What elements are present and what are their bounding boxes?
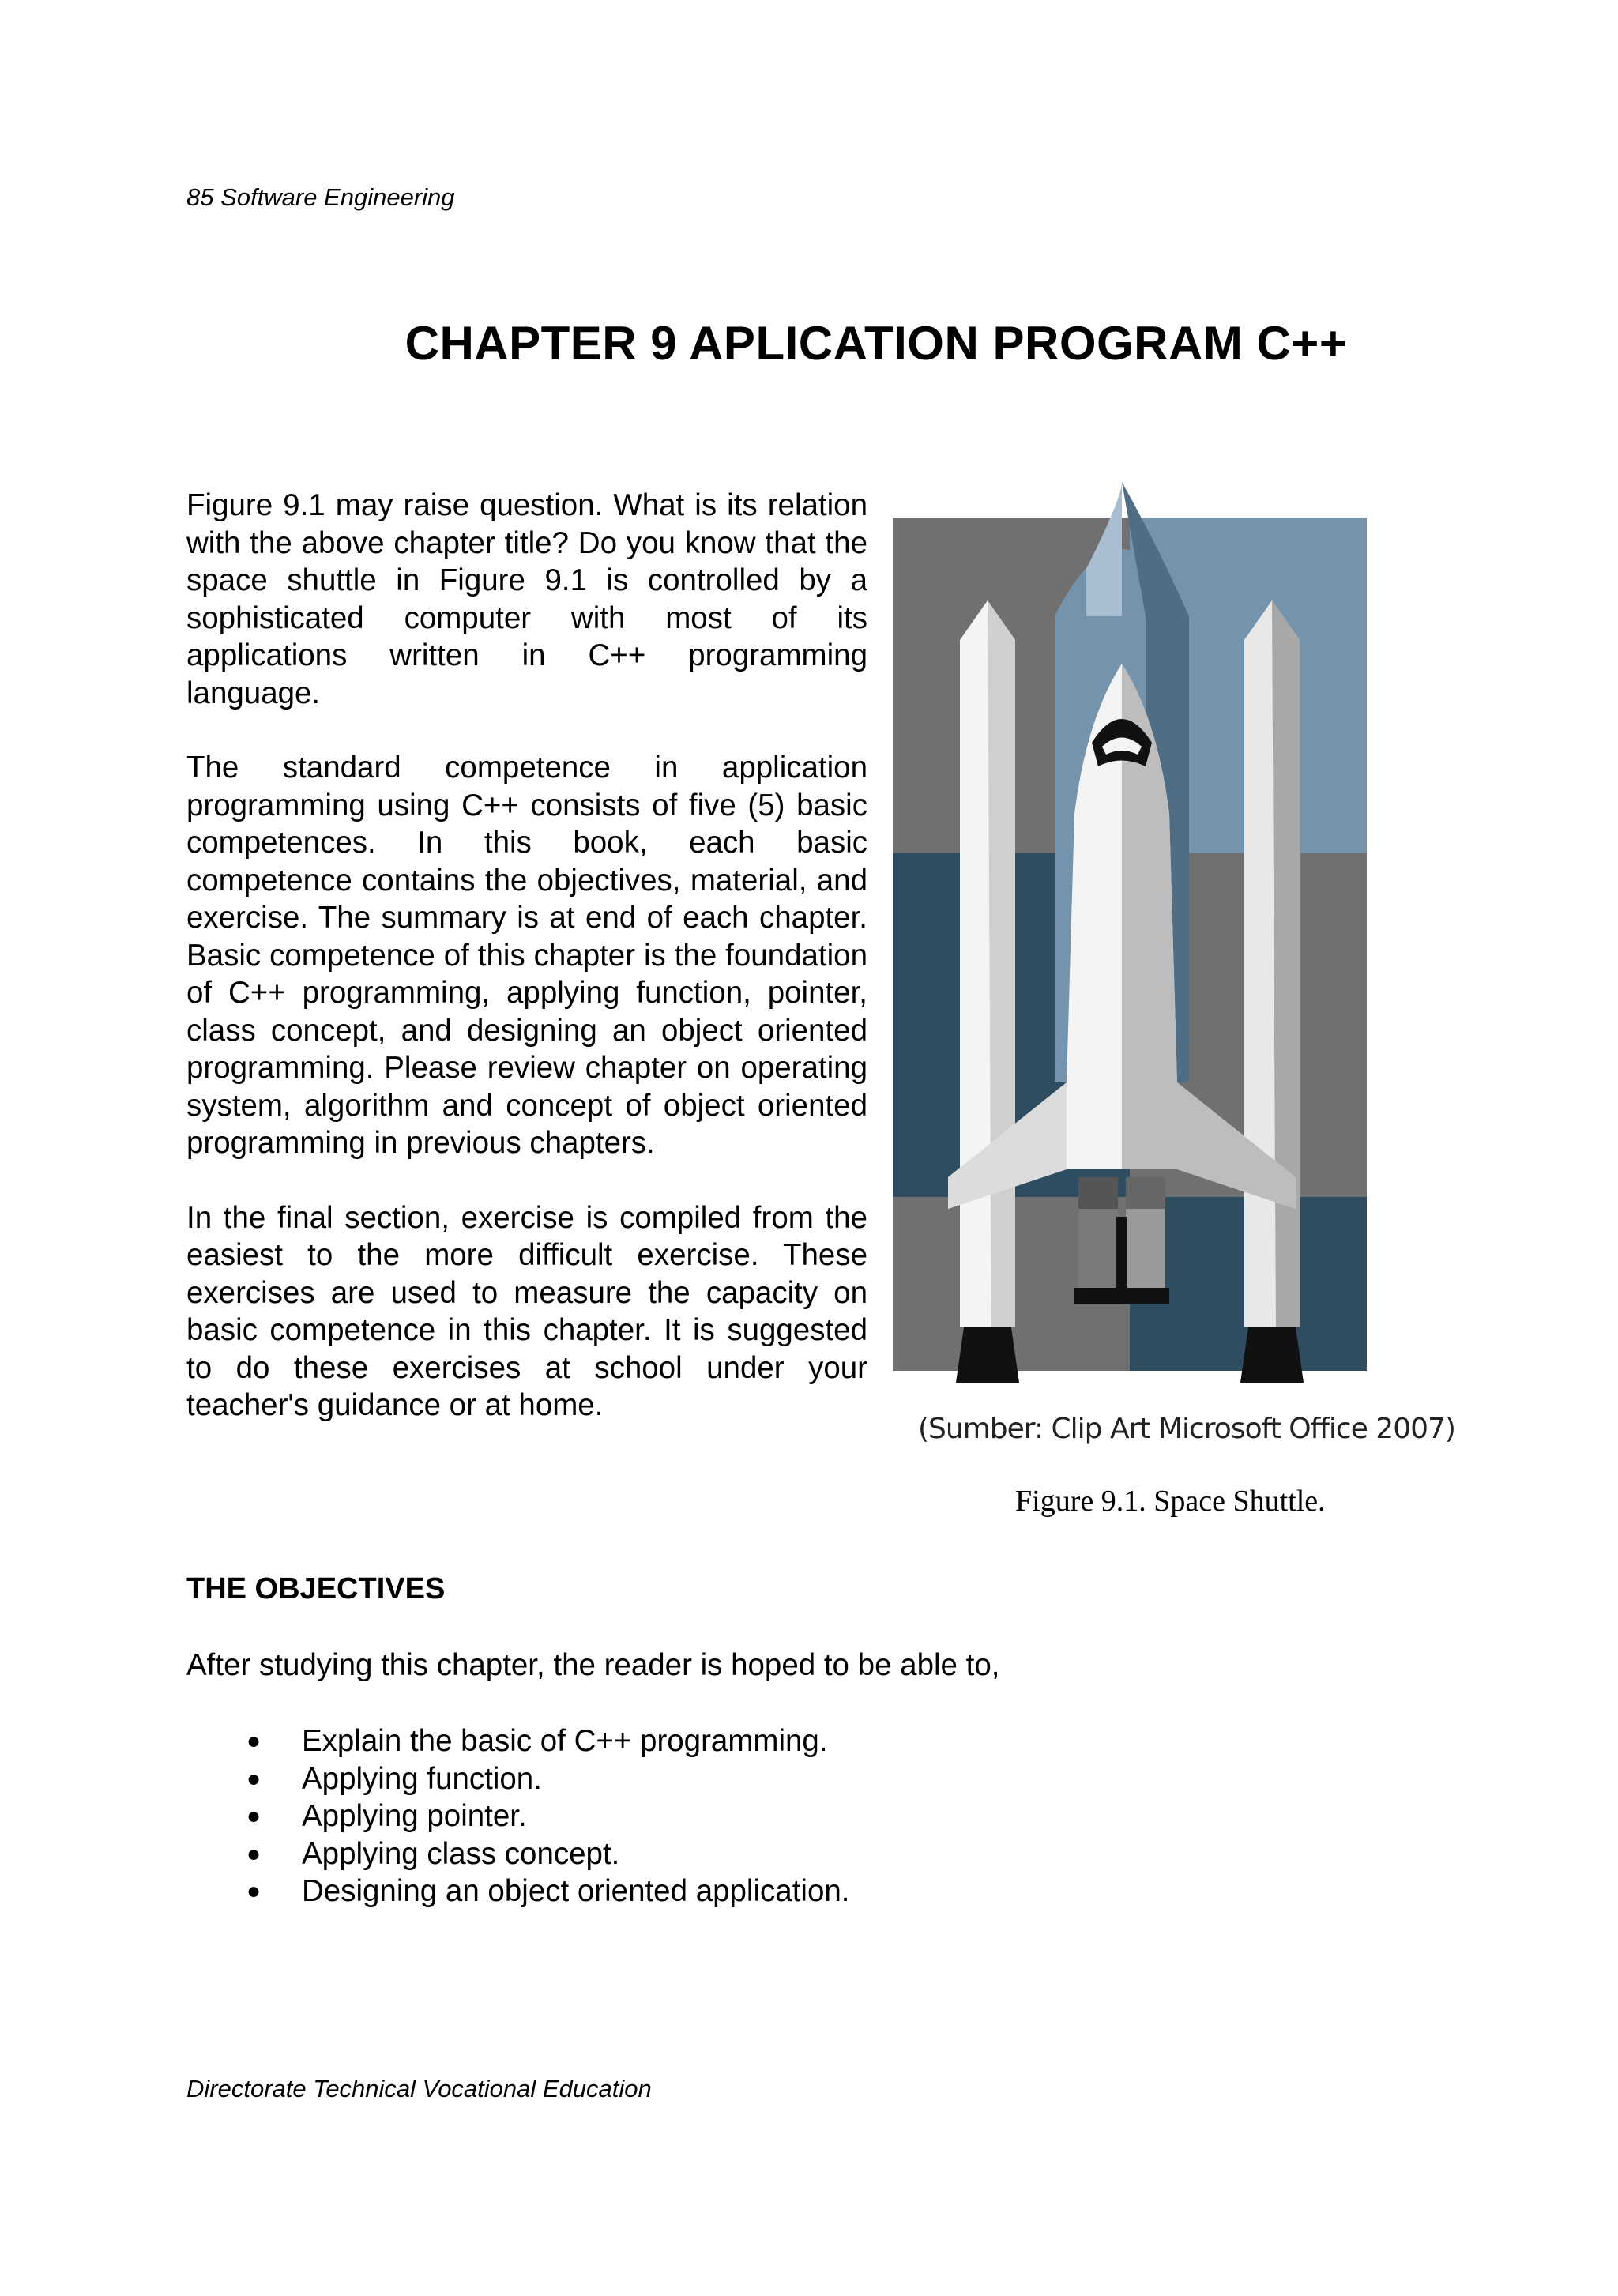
objectives-list [186,1722,849,1910]
figure-caption: Figure 9.1. Space Shuttle. [1015,1485,1326,1518]
objectives-heading: THE OBJECTIVES [186,1572,446,1605]
chapter-title: CHAPTER 9 APLICATION PROGRAM C++ [404,317,1348,370]
list-item-text: Designing an object oriented application. [302,1874,850,1908]
list-item-text: Explain the basic of C++ programming. [302,1724,828,1758]
bullet-icon: ● [246,1765,262,1792]
list-item-text: Applying pointer. [302,1799,527,1833]
list-item-text: Applying class concept. [302,1836,620,1871]
list-item [186,1760,849,1798]
list-item [186,1722,849,1760]
list-item [186,1873,849,1910]
figure-source-credit: (Sumber: Clip Art Microsoft Office 2007) [918,1413,1455,1445]
page-footer: Directorate Technical Vocational Education [186,2075,652,2102]
list-item [186,1835,849,1873]
running-head: 85 Software Engineering [186,183,455,211]
objectives-intro: After studying this chapter, the reader is hoped to be able to, [186,1648,1000,1682]
bullet-icon: ● [246,1840,262,1867]
bullet-icon: ● [246,1878,262,1904]
list-item [186,1797,849,1835]
paragraph-exercises: In the final section, exercise is compiled from the easiest to the more difficult exercise. These exercises are used to measure the capacity on basic competence in this chapter. It is suggested to do these exercises at school under your teacher's guidance or at home. [186,1200,867,1422]
paragraph-competence: The standard competence in application programming using C++ consists of five (5) basic competences. In this book, each basic competence contains the objectives, material, and exercise. The summary is at end of each chapter. Basic competence of this chapter is the foundation of C++ programming, applying function, pointer, class concept, and designing an object oriented programming. Please review chapter on operating system, algorithm and concept of object oriented programming in previous chapters. [186,751,867,1160]
bullet-icon: ● [246,1803,262,1829]
bullet-icon: ● [246,1728,262,1754]
list-item-text: Applying function. [302,1761,542,1796]
paragraph-intro: Figure 9.1 may raise question. What is its relation with the above chapter title? Do you know that the space shuttle in Figure 9.1 is controlled by a sophisticated computer with most of its applications written in C++ programming language. [186,488,867,710]
body-text-column [186,487,867,1462]
space-shuttle-illustration [885,482,1390,1391]
